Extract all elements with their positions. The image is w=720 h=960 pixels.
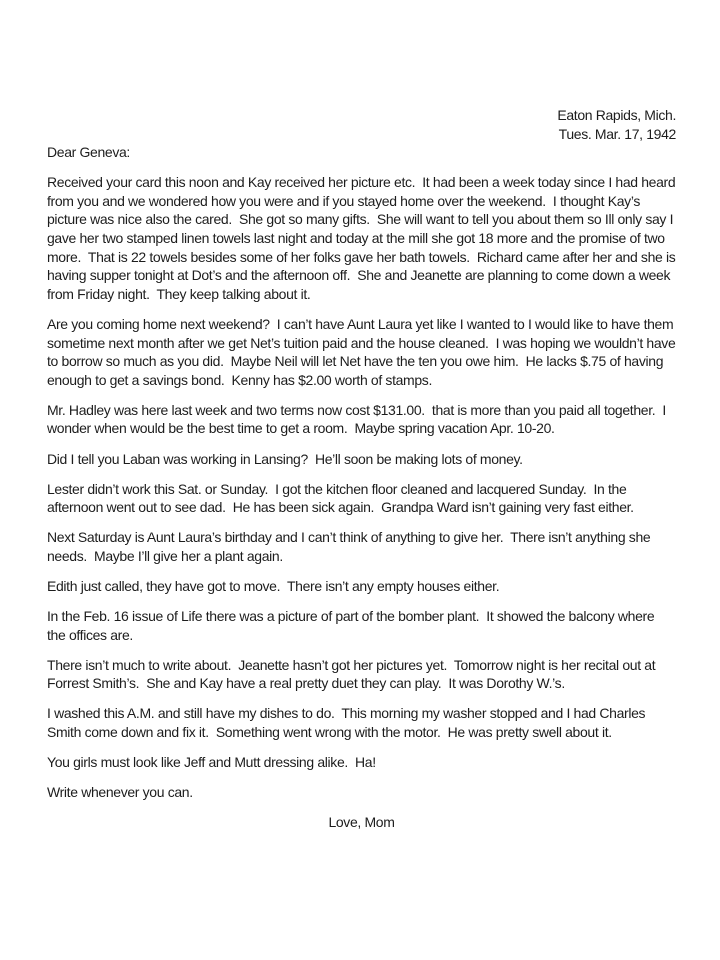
- closing-signature: Love, Mom: [328, 814, 395, 831]
- letter-heading: [47, 106, 676, 143]
- letter-paragraph: Mr. Hadley was here last week and two terms now cost $131.00. that is more than you paid all together. I wonder when would be the best time to get a room. Maybe spring vacation Apr. 10-20.: [47, 401, 670, 437]
- heading-location: Eaton Rapids, Mich.: [557, 107, 676, 123]
- heading-date: Tues. Mar. 17, 1942: [558, 125, 676, 142]
- letter-paragraph: Lester didn’t work this Sat. or Sunday. I got the kitchen floor cleaned and lacquered Sunday. In the afternoon went out to see dad. He has been sick again. Grandpa Ward isn’t gaining very fast either.: [47, 480, 634, 516]
- letter-paragraph: Received your card this noon and Kay received her picture etc. It had been a week today since I had heard from you and we wondered how you were and if you stayed home over the weekend. I thought Kay’s picture was nice also the cared. She got so many gifts. She will want to tell you about them so Ill only say I gave her two stamped linen towels last night and today at the mill she got 18 more and the promise of two more. That is 22 towels besides some of her folks gave her bath towels. Richard came after her and she is having supper tonight at Dot’s and the afternoon off. She and Jeanette are planning to come down a week from Friday night. They keep talking about it.: [47, 174, 679, 302]
- letter-paragraph: Did I tell you Laban was working in Lansing? He’ll soon be making lots of money.: [47, 450, 523, 467]
- letter-paragraph: In the Feb. 16 issue of Life there was a picture of part of the bomber plant. It showed the balcony where the offices are.: [47, 608, 658, 643]
- letter-paragraph: Next Saturday is Aunt Laura’s birthday and I can’t think of anything to give her. There isn’t anything she needs. Maybe I’ll give her a plant again.: [47, 529, 654, 564]
- letter-paragraph: Edith just called, they have got to move. There isn’t any empty houses either.: [47, 577, 500, 594]
- letter-paragraph: Are you coming home next weekend? I can’t have Aunt Laura yet like I wanted to I would like to have them sometime next month after we get Net’s tuition paid and the house cleaned. I was hoping we wouldn’t have to borrow so much as you did. Maybe Neil will let Net have the ten you owe him. He lacks $.75 of having enough to get a savings bond. Kenny has $2.00 worth of stamps.: [47, 315, 679, 388]
- letter-paragraph: There isn’t much to write about. Jeanette hasn’t got her pictures yet. Tomorrow night is her recital out at Forrest Smith’s. She and Kay have a real pretty duet they can play. It was Dorothy W.’s.: [47, 656, 659, 692]
- letter-paragraph: Write whenever you can.: [47, 784, 193, 801]
- letter-paragraph: You girls must look like Jeff and Mutt dressing alike. Ha!: [47, 754, 376, 771]
- letter-paragraph: I washed this A.M. and still have my dishes to do. This morning my washer stopped and I had Charles Smith come down and fix it. Something went wrong with the motor. He was pretty swell about it.: [47, 705, 649, 741]
- salutation: Dear Geneva:: [47, 144, 130, 161]
